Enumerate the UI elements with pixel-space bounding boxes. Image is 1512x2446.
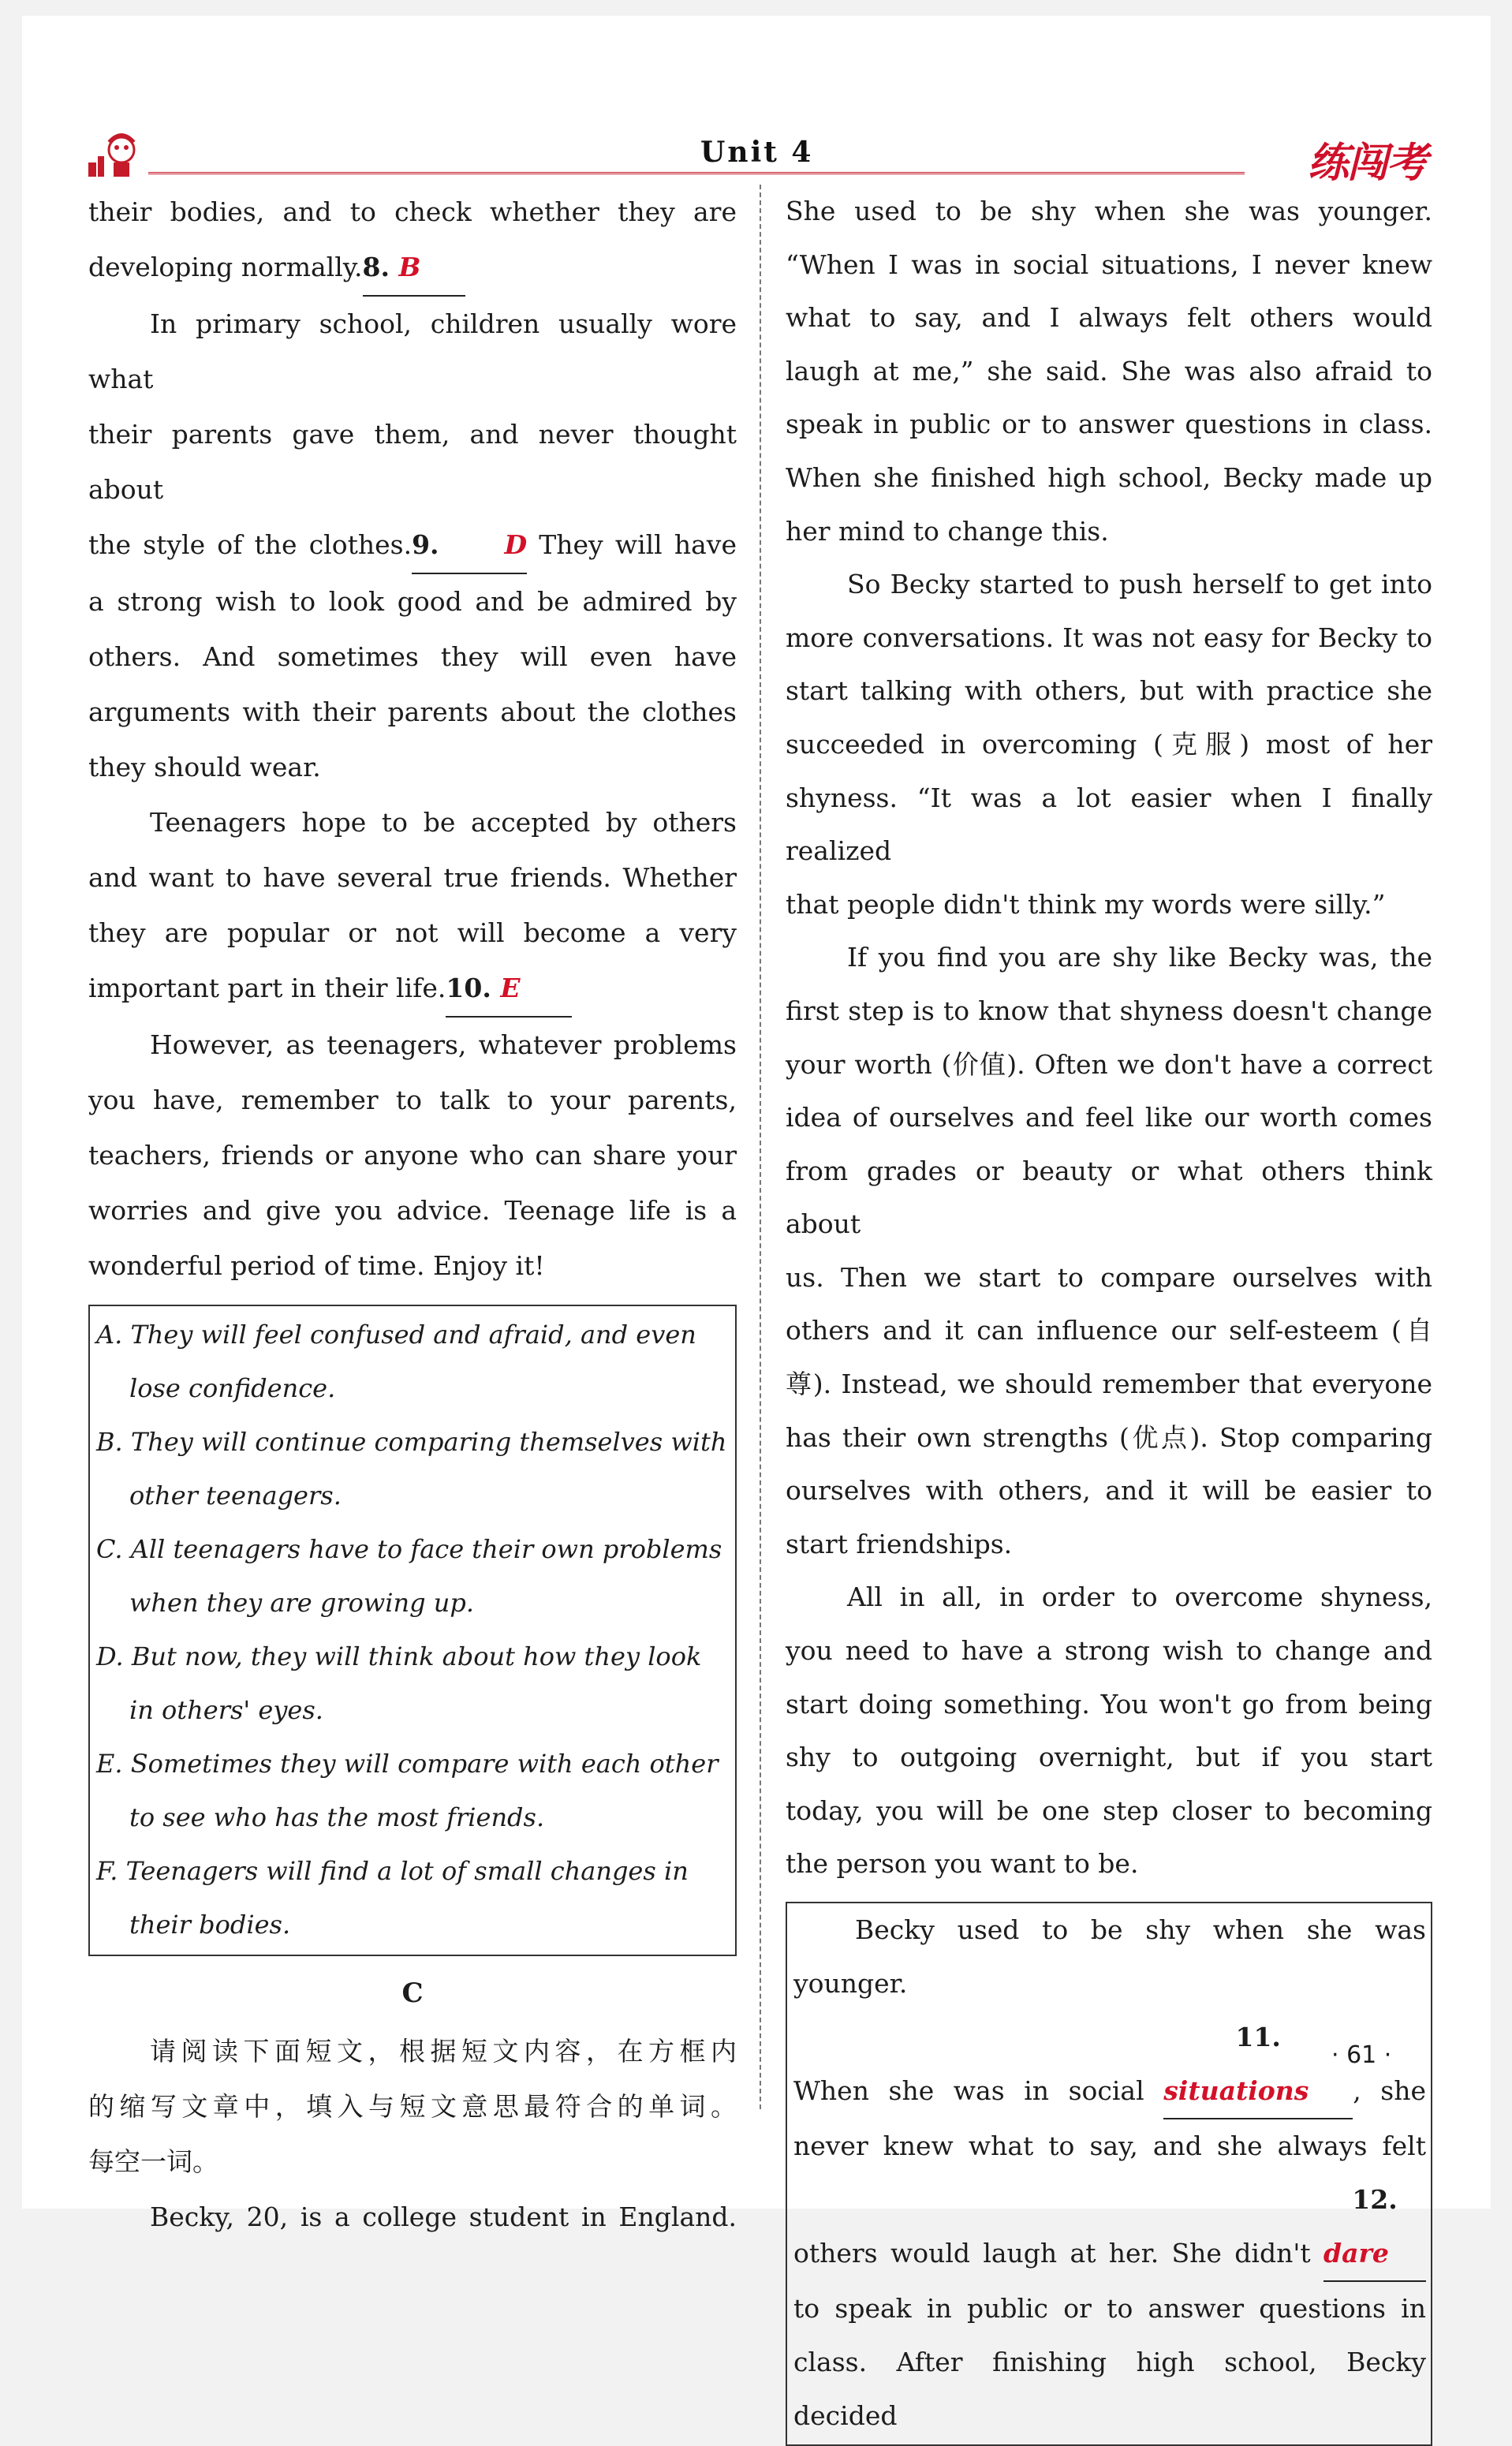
mascot-logo-icon <box>85 126 148 181</box>
text-line: what to say, and I always felt others would <box>786 302 1432 334</box>
text-line: the person you want to be. <box>786 1848 1139 1880</box>
text-line: her mind to change this. <box>786 515 1109 547</box>
text-line: If you find you are shy like Becky was, the <box>847 942 1432 973</box>
text-line: shy to outgoing overnight, but if you start <box>786 1742 1432 1773</box>
text-line: and want to have several true friends. Whether <box>88 862 737 893</box>
answer-blank-8[interactable]: 8. B <box>363 240 465 297</box>
unit-title: Unit 4 <box>700 136 814 169</box>
instruction-line: 每空一词。 <box>88 2146 218 2177</box>
text-line: they are popular or not will become a very <box>88 917 737 948</box>
page-header <box>85 134 1426 187</box>
text-line: start talking with others, but with practice she <box>786 675 1432 707</box>
summary-line: class. After finishing high school, Becky decided <box>793 2347 1426 2431</box>
answer-blank-12[interactable]: 12. dare <box>1323 2173 1426 2282</box>
text-line: All in all, in order to overcome shyness, <box>847 1581 1432 1613</box>
text-line: arguments with their parents about the clothes <box>88 696 737 727</box>
text-line: laugh at me,” she said. She was also afraid to <box>786 355 1432 387</box>
text-line: has their own strengths (优点). Stop comparing <box>786 1421 1432 1453</box>
text-line: idea of ourselves and feel like our worth comes <box>786 1102 1432 1133</box>
text-line: that people didn't think my words were silly.” <box>786 888 1386 920</box>
text-line: developing normally.8. B <box>88 240 737 297</box>
text-line: others. And sometimes they will even have <box>88 641 737 672</box>
left-column <box>88 185 737 2245</box>
text-line: However, as teenagers, whatever problems <box>150 1029 737 1060</box>
text-line: important part in their life.10. E <box>88 961 737 1018</box>
options-box <box>88 1305 737 1956</box>
option-e: E. Sometimes they will compare with each other to see who has the most friends. <box>96 1749 719 1832</box>
column-divider <box>760 185 761 2109</box>
text-line: So Becky started to push herself to get into <box>847 569 1432 600</box>
option-a: A. They will feel confused and afraid, and even lose confidence. <box>96 1320 696 1403</box>
header-rule <box>148 172 1245 174</box>
text-line: 尊). Instead, we should remember that everyone <box>786 1369 1432 1400</box>
workbook-page <box>22 16 1491 2431</box>
text-line: ourselves with others, and it will be easier to <box>786 1475 1432 1507</box>
text-line: In primary school, children usually wore what <box>88 308 737 394</box>
option-b: B. They will continue comparing themselves with other teenagers. <box>96 1427 727 1511</box>
text-line: their parents gave them, and never thought about <box>88 419 737 505</box>
brand-logo: 练闯考 <box>1307 140 1426 187</box>
text-line: teachers, friends or anyone who can share your <box>88 1140 737 1171</box>
section-heading: C <box>401 1977 424 2009</box>
page-number: · 61 · <box>1331 2041 1392 2069</box>
answer-blank-9[interactable]: 9. D <box>412 517 527 574</box>
text-line: your worth (价值). Often we don't have a correct <box>786 1048 1432 1080</box>
text-line: speak in public or to answer questions in class. <box>786 409 1432 440</box>
answer-blank-11[interactable]: 11. situations <box>1163 2011 1353 2119</box>
text-line: “When I was in social situations, I never knew <box>786 248 1432 280</box>
summary-box <box>786 1902 1432 2446</box>
text-line: Teenagers hope to be accepted by others <box>150 807 737 838</box>
option-c: C. All teenagers have to face their own problems when they are growing up. <box>96 1534 722 1618</box>
text-line: worries and give you advice. Teenage life is a <box>88 1195 737 1226</box>
text-line: Becky, 20, is a college student in England. <box>150 2201 737 2232</box>
text-line: others and it can influence our self-esteem (自 <box>786 1315 1432 1346</box>
text-line: She used to be shy when she was younger. <box>786 196 1432 226</box>
text-line: us. Then we start to compare ourselves with <box>786 1261 1432 1293</box>
text-line: succeeded in overcoming (克服) most of her <box>786 728 1432 760</box>
text-line: first step is to know that shyness doesn't change <box>786 995 1432 1026</box>
summary-line: When she was in social 11. situations , she <box>793 2011 1426 2119</box>
text-line: a strong wish to look good and be admired by <box>88 586 737 617</box>
instruction-line: 的缩写文章中，填入与短文意思最符合的单词。 <box>88 2091 737 2122</box>
text-line: wonderful period of time. Enjoy it! <box>88 1250 545 1281</box>
text-line: shyness. “It was a lot easier when I finally realized <box>786 782 1432 867</box>
text-line: from grades or beauty or what others think about <box>786 1155 1432 1240</box>
text-line: today, you will be one step closer to becoming <box>786 1794 1432 1826</box>
answer-blank-10[interactable]: 10. E <box>446 961 572 1018</box>
text-line: they should wear. <box>88 752 321 782</box>
right-column <box>786 185 1432 2446</box>
option-d: D. But now, they will think about how they look in others' eyes. <box>96 1641 702 1725</box>
text-line: you need to have a strong wish to change and <box>786 1635 1432 1667</box>
text-line: the style of the clothes.9. D They will have <box>88 517 737 574</box>
text-line: you have, remember to talk to your parents, <box>88 1085 737 1115</box>
text-line: When she finished high school, Becky made up <box>786 461 1432 493</box>
summary-line: never knew what to say, and she always felt <box>793 2130 1426 2161</box>
instruction-line: 请阅读下面短文，根据短文内容，在方框内 <box>150 2036 737 2067</box>
summary-line: Becky used to be shy when she was younger. <box>793 1914 1426 1999</box>
summary-line: others would laugh at her. She didn't 12. dare <box>793 2173 1426 2282</box>
text-line: more conversations. It was not easy for Becky to <box>786 622 1432 653</box>
summary-line: to speak in public or to answer questions in <box>793 2293 1426 2324</box>
text-line: start friendships. <box>786 1528 1013 1559</box>
option-f: F. Teenagers will find a lot of small changes in their bodies. <box>96 1856 689 1940</box>
text-line: start doing something. You won't go from being <box>786 1688 1432 1720</box>
text-line: their bodies, and to check whether they are <box>88 196 737 227</box>
